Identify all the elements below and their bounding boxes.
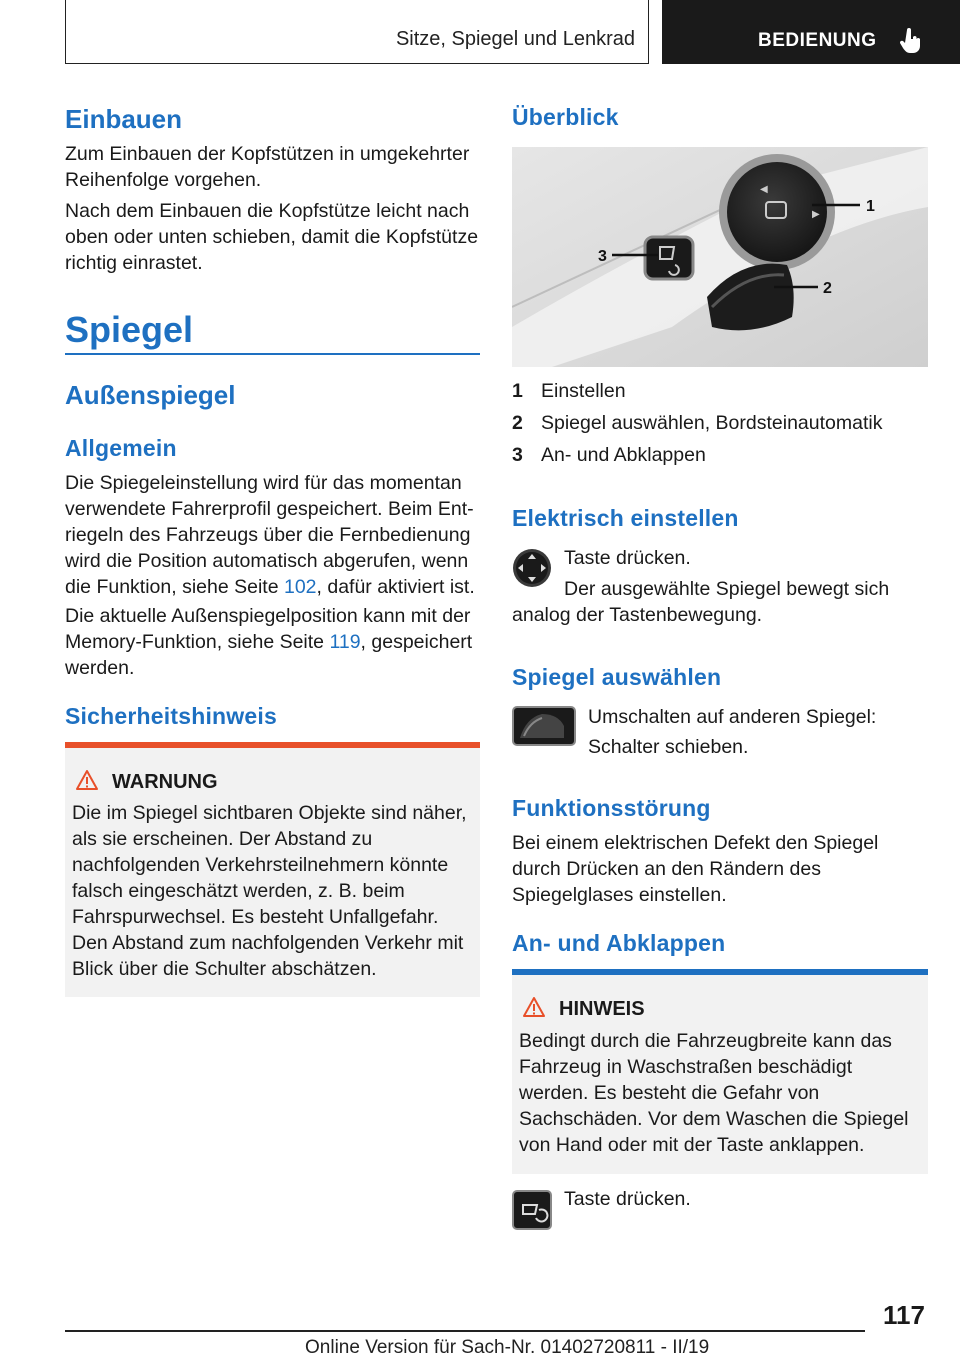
allgemein-p2-text-end: , gespeichert werden.	[65, 631, 473, 679]
warning-triangle-icon	[522, 996, 546, 1018]
pointing-hand-icon	[900, 28, 922, 54]
legend-number: 3	[512, 444, 523, 466]
legend-text: An- und Abklappen	[541, 444, 706, 466]
callout-1: 1	[866, 198, 875, 215]
mirror-fold-button-icon	[512, 1190, 552, 1230]
sicherheitshinweis-heading: Sicherheitshinweis	[65, 703, 277, 729]
spiegel-heading: Spiegel	[65, 309, 194, 350]
abklappen-paragraph: Taste drücken.	[564, 1188, 691, 1210]
elektrisch-paragraph-2: Der ausgewählte Spiegel bewegt sich analog der Tastenbewegung.	[512, 578, 890, 626]
spiegel-auswaehlen-heading: Spiegel auswählen	[512, 664, 722, 690]
allgemein-paragraph-1	[65, 470, 483, 600]
svg-text:◀: ◀	[760, 184, 768, 195]
page-number: 117	[883, 1300, 925, 1330]
header-section-title: Sitze, Spiegel und Lenkrad	[395, 28, 635, 50]
callout-3: 3	[598, 248, 607, 265]
einbauen-paragraph-1: Zum Einbauen der Kopfstützen in umgekehrter Reihenfolge vorgehen.	[65, 143, 470, 191]
ueberblick-heading: Überblick	[512, 104, 619, 130]
page-link-102[interactable]: 102	[283, 576, 317, 598]
hinweis-label: HINWEIS	[559, 998, 645, 1020]
funktionsstoerung-paragraph: Bei einem elektrischen Defekt den Spiegel durch Drücken an den Rändern des Spiegelglases einstellen.	[512, 832, 879, 906]
an-und-abklappen-heading: An- und Abklappen	[512, 930, 726, 956]
hinweis-box	[512, 969, 928, 1174]
auswaehlen-paragraph-2: Schalter schieben.	[588, 736, 749, 758]
allgemein-p2-text: Die aktuelle Außenspiegelposition kann mit der Memory-Funktion, siehe Seite	[65, 605, 471, 653]
elektrisch-einstellen-heading: Elektrisch einstellen	[512, 505, 739, 531]
header-chapter-tab	[662, 0, 960, 64]
footer-text: Online Version für Sach-Nr. 01402720811 - II/19	[305, 1337, 710, 1358]
allgemein-p1-text-end: , dafür aktiviert ist.	[316, 576, 475, 598]
hinweis-bar	[512, 969, 928, 975]
svg-text:▶: ▶	[812, 209, 820, 220]
header-chapter-label: BEDIENUNG	[758, 30, 877, 51]
warning-box	[65, 742, 480, 997]
allgemein-p1-text: Die Spiegeleinstellung wird für das momentan verwendete Fahrerprofil gespeichert. Beim Entriegeln des Fahrzeugs über die Fernbedienung wird die Position automatisch abgerufen, wenn die Funktion, siehe Seite	[65, 472, 474, 598]
callout-2: 2	[823, 280, 832, 297]
warning-bar	[65, 742, 480, 748]
allgemein-paragraph-2	[65, 603, 483, 681]
auswaehlen-paragraph-1: Umschalten auf anderen Spiegel:	[588, 706, 877, 728]
funktionsstoerung-heading: Funktionsstörung	[512, 795, 711, 821]
einbauen-paragraph-2: Nach dem Einbauen die Kopfstütze leicht nach oben oder unten schieben, damit die Kopfstütze richtig einrastet.	[65, 200, 479, 274]
warning-label: WARNUNG	[112, 771, 218, 793]
warning-text: Die im Spiegel sichtbaren Objekte sind näher, als sie erscheinen. Der Abstand zu nachfolgenden Verkehrsteilnehmern könnte falsch eingeschätzt werden, z. B. beim Fahrspurwechsel. Es besteht Unfallgefahr. Den Abstand zum nachfolgenden Verkehr mit Blick über die Schulter abschätzen.	[72, 802, 467, 980]
mirror-control-panel-image	[512, 147, 928, 367]
legend-text: Einstellen	[541, 380, 626, 402]
page-link-119[interactable]: 119	[329, 631, 361, 653]
spiegel-heading-rule	[65, 353, 480, 355]
legend-text: Spiegel auswählen, Bordsteinautomatik	[541, 412, 883, 434]
mirror-select-switch-icon	[512, 706, 576, 746]
allgemein-heading: Allgemein	[65, 435, 177, 461]
legend-number: 2	[512, 412, 523, 434]
aussenspiegel-heading: Außenspiegel	[65, 380, 236, 410]
einbauen-heading: Einbauen	[65, 104, 183, 134]
warning-triangle-icon	[75, 769, 99, 791]
legend-number: 1	[512, 380, 523, 402]
hinweis-text: Bedingt durch die Fahrzeugbreite kann das Fahrzeug in Waschstraßen beschädigt werden. Es besteht die Gefahr von Sachschäden. Vor dem Waschen die Spiegel von Hand oder mit der Taste anklappen.	[519, 1030, 909, 1156]
elektrisch-paragraph-1: Taste drücken.	[564, 547, 691, 569]
footer-rule	[65, 1330, 865, 1332]
